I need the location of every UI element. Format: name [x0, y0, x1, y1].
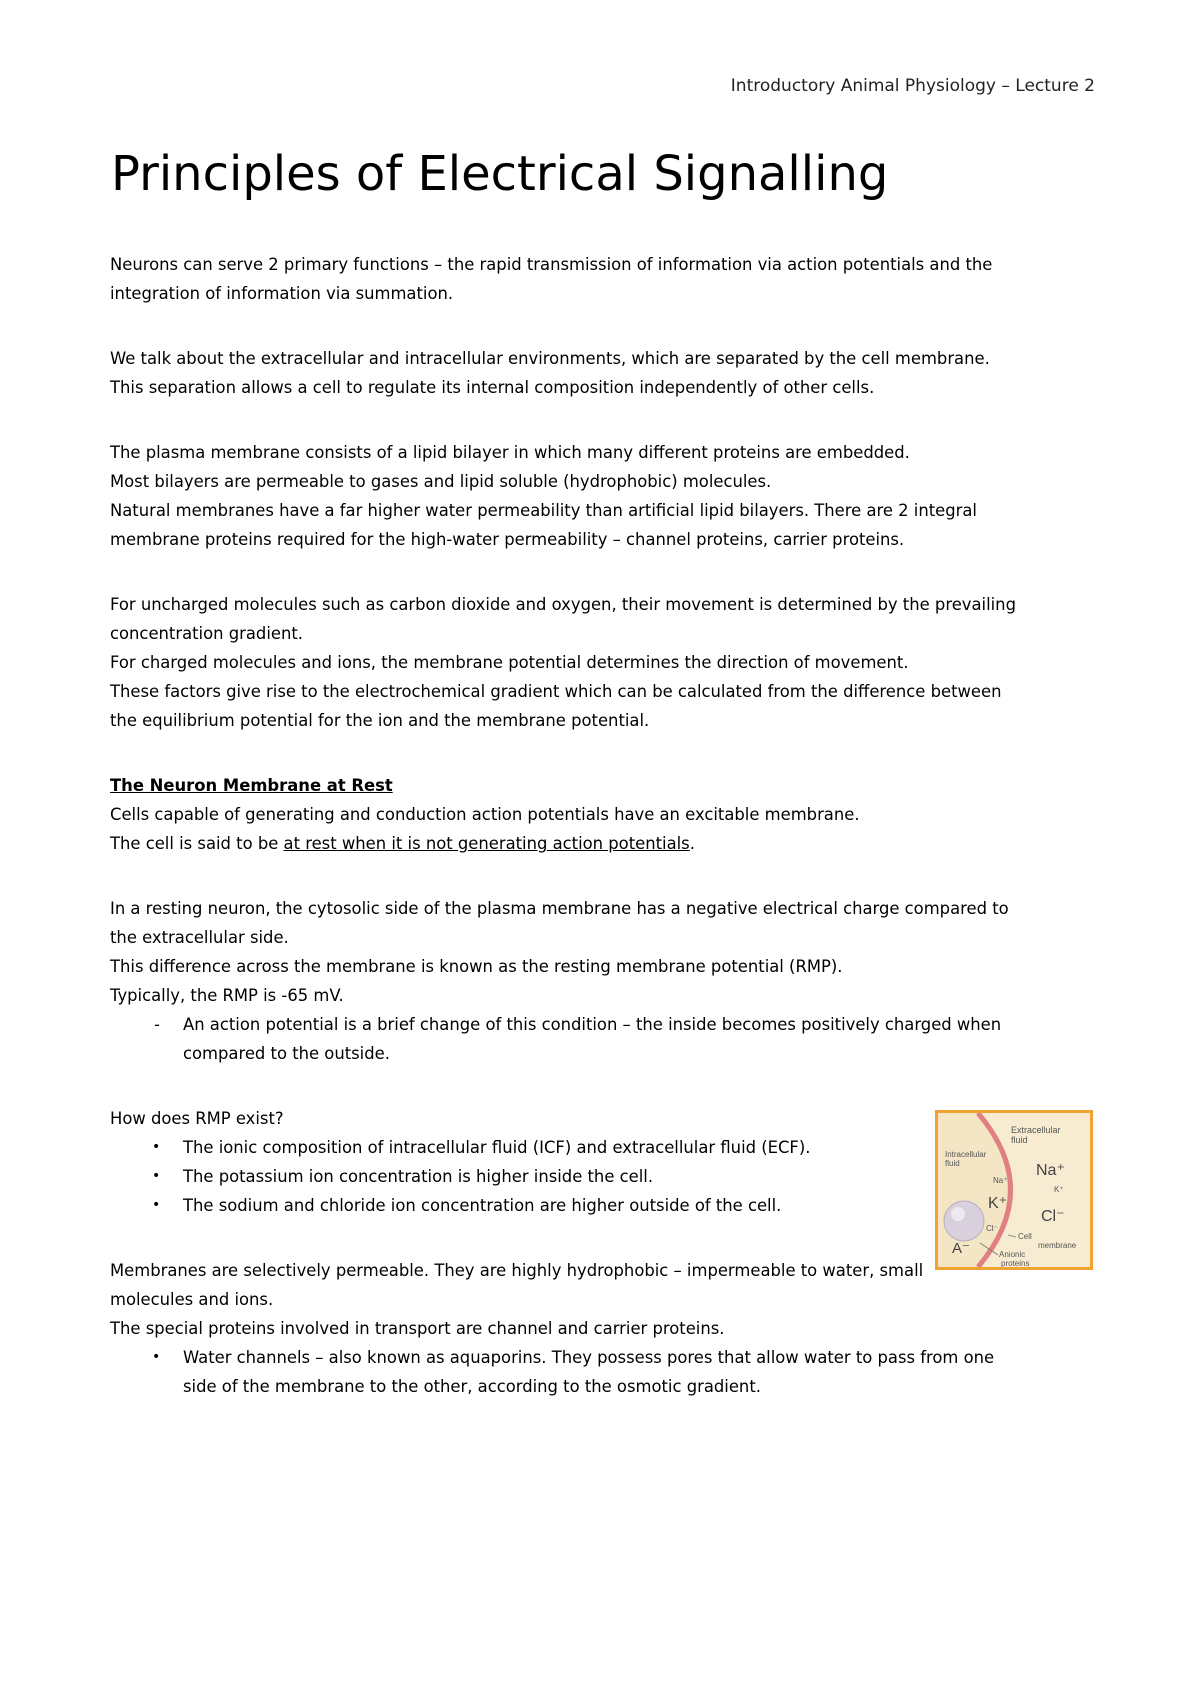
potassium-large-label: K⁺	[988, 1195, 1008, 1212]
paragraph-line: Membranes are selectively permeable. They are highly hydrophobic – impermeable to water, small	[110, 1261, 924, 1280]
membrane-ion-figure	[935, 1110, 1093, 1270]
sodium-large-label: Na⁺	[1036, 1162, 1065, 1179]
paragraph-line: How does RMP exist?	[110, 1109, 284, 1128]
cell-membrane-label-line1: Cell	[1018, 1232, 1032, 1241]
paragraph-line: Natural membranes have a far higher water permeability than artificial lipid bilayers. There are 2 integral	[110, 501, 977, 520]
text-run: .	[689, 834, 695, 853]
paragraph-line: Most bilayers are permeable to gases and lipid soluble (hydrophobic) molecules.	[110, 472, 772, 491]
bullet-marker: •	[152, 1349, 161, 1365]
anionic-proteins-label-line2: proteins	[1001, 1259, 1030, 1267]
bullet-marker: •	[152, 1139, 161, 1155]
paragraph-line: This separation allows a cell to regulate its internal composition independently of other cells.	[110, 378, 875, 397]
paragraph-line: molecules and ions.	[110, 1290, 274, 1309]
membrane-diagram	[938, 1113, 1090, 1267]
bullet-marker: •	[152, 1168, 161, 1184]
paragraph-line: Neurons can serve 2 primary functions – the rapid transmission of information via action potentials and the	[110, 255, 993, 274]
paragraph-line: We talk about the extracellular and intracellular environments, which are separated by the cell membrane.	[110, 349, 990, 368]
chloride-large-label: Cl⁻	[1041, 1208, 1065, 1225]
sodium-small-label: Na⁺	[993, 1176, 1008, 1185]
paragraph-line: This difference across the membrane is known as the resting membrane potential (RMP).	[110, 957, 843, 976]
page-title: Principles of Electrical Signalling	[111, 146, 889, 202]
underlined-phrase: at rest when it is not generating action potentials	[283, 834, 690, 853]
paragraph-line: concentration gradient.	[110, 624, 303, 643]
list-item-line: An action potential is a brief change of this condition – the inside becomes positively charged when	[183, 1015, 1002, 1034]
anionic-proteins-label-line1: Anionic	[999, 1250, 1026, 1259]
paragraph-line: Cells capable of generating and conduction action potentials have an excitable membrane.	[110, 805, 860, 824]
paragraph-line: For charged molecules and ions, the membrane potential determines the direction of movement.	[110, 653, 909, 672]
bullet-list-item	[110, 1343, 1110, 1401]
ball-highlight	[951, 1207, 965, 1221]
dash-marker: -	[154, 1015, 160, 1034]
list-item-line: The potassium ion concentration is higher inside the cell.	[183, 1167, 654, 1186]
list-item-line: side of the membrane to the other, according to the osmotic gradient.	[183, 1377, 761, 1396]
list-item-line: Water channels – also known as aquaporins. They possess pores that allow water to pass from one	[183, 1348, 995, 1367]
paragraph-line: For uncharged molecules such as carbon dioxide and oxygen, their movement is determined by the prevailing	[110, 595, 1016, 614]
list-item-line: The sodium and chloride ion concentration are higher outside of the cell.	[183, 1196, 782, 1215]
extracellular-label-line2: fluid	[1011, 1135, 1028, 1145]
list-item-line: compared to the outside.	[183, 1044, 390, 1063]
intracellular-label-line1: Intracellular	[945, 1150, 987, 1159]
running-header: Introductory Animal Physiology – Lecture 2	[730, 76, 1095, 96]
anionic-protein-ball	[944, 1201, 984, 1241]
anion-label: A⁻	[952, 1240, 970, 1257]
potassium-small-label: K⁺	[1054, 1185, 1064, 1194]
extracellular-label-line1: Extracellular	[1011, 1125, 1061, 1135]
paragraph-line: the extracellular side.	[110, 928, 289, 947]
paragraph-line: In a resting neuron, the cytosolic side of the plasma membrane has a negative electrical charge compared to	[110, 899, 1009, 918]
intracellular-label-line2: fluid	[945, 1159, 960, 1168]
paragraph-line: integration of information via summation.	[110, 284, 454, 303]
chloride-small-label: Cl⁻	[986, 1224, 998, 1233]
paragraph-line	[110, 829, 1110, 858]
paragraph-line: the equilibrium potential for the ion and the membrane potential.	[110, 711, 650, 730]
list-item-line: The ionic composition of intracellular fluid (ICF) and extracellular fluid (ECF).	[183, 1138, 811, 1157]
cell-membrane-label-line2: membrane	[1038, 1241, 1077, 1250]
dash-list-item	[110, 1010, 1110, 1068]
paragraph-line: membrane proteins required for the high-water permeability – channel proteins, carrier proteins.	[110, 530, 905, 549]
paragraph-line: These factors give rise to the electrochemical gradient which can be calculated from the difference between	[110, 682, 1002, 701]
section-heading: The Neuron Membrane at Rest	[110, 776, 393, 795]
paragraph-line: Typically, the RMP is -65 mV.	[110, 986, 344, 1005]
bullet-marker: •	[152, 1197, 161, 1213]
paragraph-line: The plasma membrane consists of a lipid bilayer in which many different proteins are embedded.	[110, 443, 910, 462]
text-run: The cell is said to be	[110, 834, 284, 853]
paragraph-line: The special proteins involved in transport are channel and carrier proteins.	[110, 1319, 725, 1338]
